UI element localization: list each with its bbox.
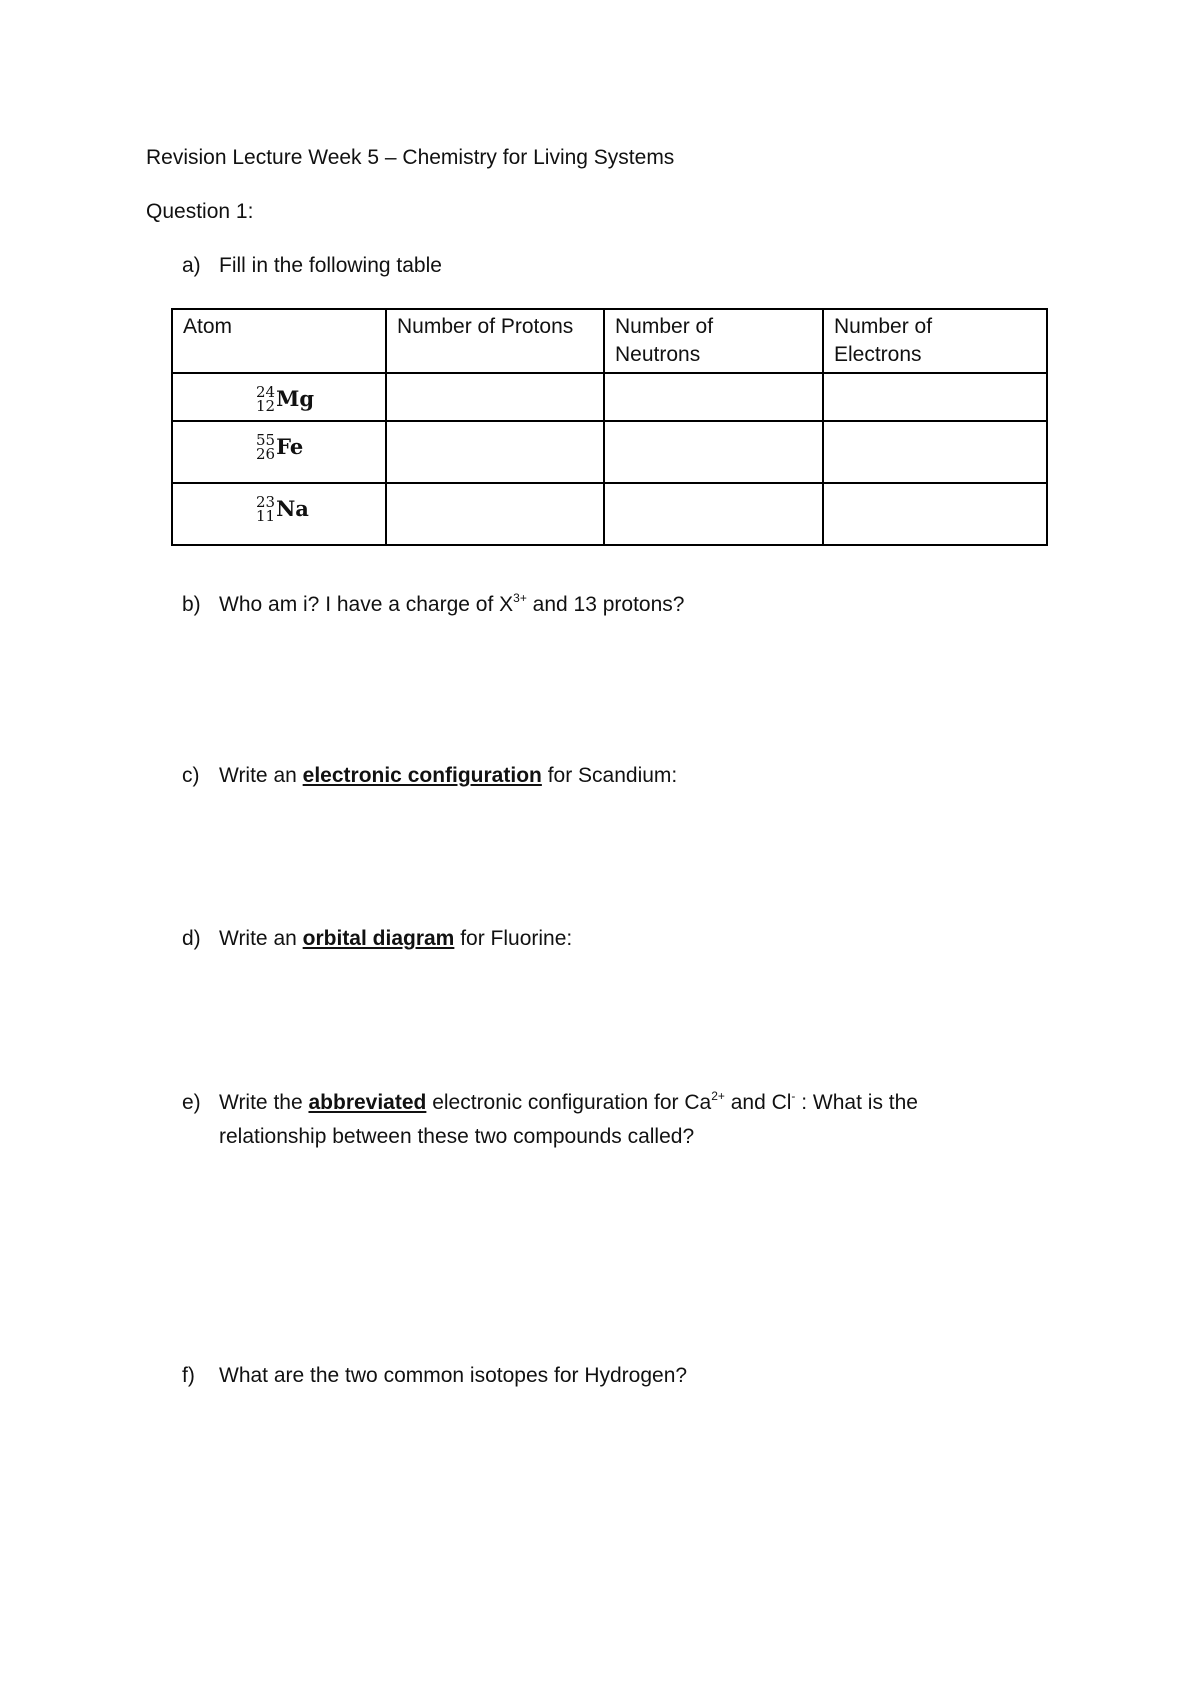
question-b	[182, 593, 684, 617]
electrons-cell[interactable]	[823, 421, 1047, 483]
page-title: Revision Lecture Week 5 – Chemistry for Living Systems	[146, 146, 675, 169]
mass-number: 55	[256, 431, 276, 449]
emphasis-term: abbreviated	[308, 1091, 427, 1114]
item-text-mid2: and Cl	[724, 1091, 792, 1114]
protons-cell[interactable]	[386, 373, 604, 421]
isotope-notation	[256, 495, 309, 523]
item-text: Write an	[219, 927, 303, 950]
table-row	[172, 483, 1047, 545]
header-atom: Atom	[172, 309, 386, 373]
neutrons-cell[interactable]	[604, 483, 823, 545]
protons-cell[interactable]	[386, 483, 604, 545]
atomic-number: 12	[256, 397, 276, 415]
element-symbol: Fe	[276, 434, 304, 459]
item-text: Write an	[219, 764, 303, 787]
item-text-end: for Scandium:	[541, 764, 678, 787]
item-text: Who am i? I have a charge of X	[219, 593, 514, 616]
question-heading: Question 1:	[146, 200, 254, 223]
element-symbol: Mg	[276, 386, 315, 411]
isotope-notation	[256, 433, 303, 461]
emphasis-term: electronic configuration	[302, 764, 542, 787]
charge-superscript: 3+	[513, 591, 527, 605]
item-label: b)	[182, 593, 201, 616]
item-text: What are the two common isotopes for Hydrogen?	[219, 1364, 688, 1387]
emphasis-term: orbital diagram	[302, 927, 455, 950]
item-label: d)	[182, 927, 201, 950]
table-row	[172, 421, 1047, 483]
electrons-cell[interactable]	[823, 373, 1047, 421]
header-electrons: Number of Electrons	[823, 309, 1047, 373]
item-text-end: for Fluorine:	[454, 927, 573, 950]
mass-number: 24	[256, 383, 276, 401]
atom-cell	[172, 373, 386, 421]
table-row	[172, 373, 1047, 421]
neutrons-cell[interactable]	[604, 373, 823, 421]
mass-number: 23	[256, 493, 276, 511]
atom-cell	[172, 483, 386, 545]
item-text-end: : What is the	[795, 1091, 918, 1114]
isotope-notation	[256, 385, 314, 413]
neutrons-cell[interactable]	[604, 421, 823, 483]
item-label: e)	[182, 1091, 201, 1114]
atom-cell	[172, 421, 386, 483]
header-protons: Number of Protons	[386, 309, 604, 373]
protons-cell[interactable]	[386, 421, 604, 483]
question-a	[182, 254, 442, 278]
item-label: c)	[182, 764, 200, 787]
item-text: Fill in the following table	[219, 254, 442, 277]
item-text-mid: electronic configuration for Ca	[426, 1091, 712, 1114]
chloride-charge: -	[791, 1089, 796, 1103]
element-symbol: Na	[276, 496, 309, 521]
calcium-charge: 2+	[711, 1089, 725, 1103]
question-e	[182, 1089, 918, 1148]
electrons-cell[interactable]	[823, 483, 1047, 545]
question-f	[182, 1364, 687, 1388]
item-label: f)	[182, 1364, 195, 1387]
atomic-number: 11	[256, 507, 276, 525]
header-neutrons: Number of Neutrons	[604, 309, 823, 373]
question-d	[182, 927, 572, 951]
item-text-line2: relationship between these two compounds called?	[219, 1125, 695, 1148]
item-label: a)	[182, 254, 201, 277]
item-text-end: and 13 protons?	[526, 593, 685, 616]
atom-table	[171, 308, 1048, 546]
atomic-number: 26	[256, 445, 276, 463]
item-text: Write the	[219, 1091, 309, 1114]
table-header-row	[172, 309, 1047, 373]
question-c	[182, 764, 677, 788]
